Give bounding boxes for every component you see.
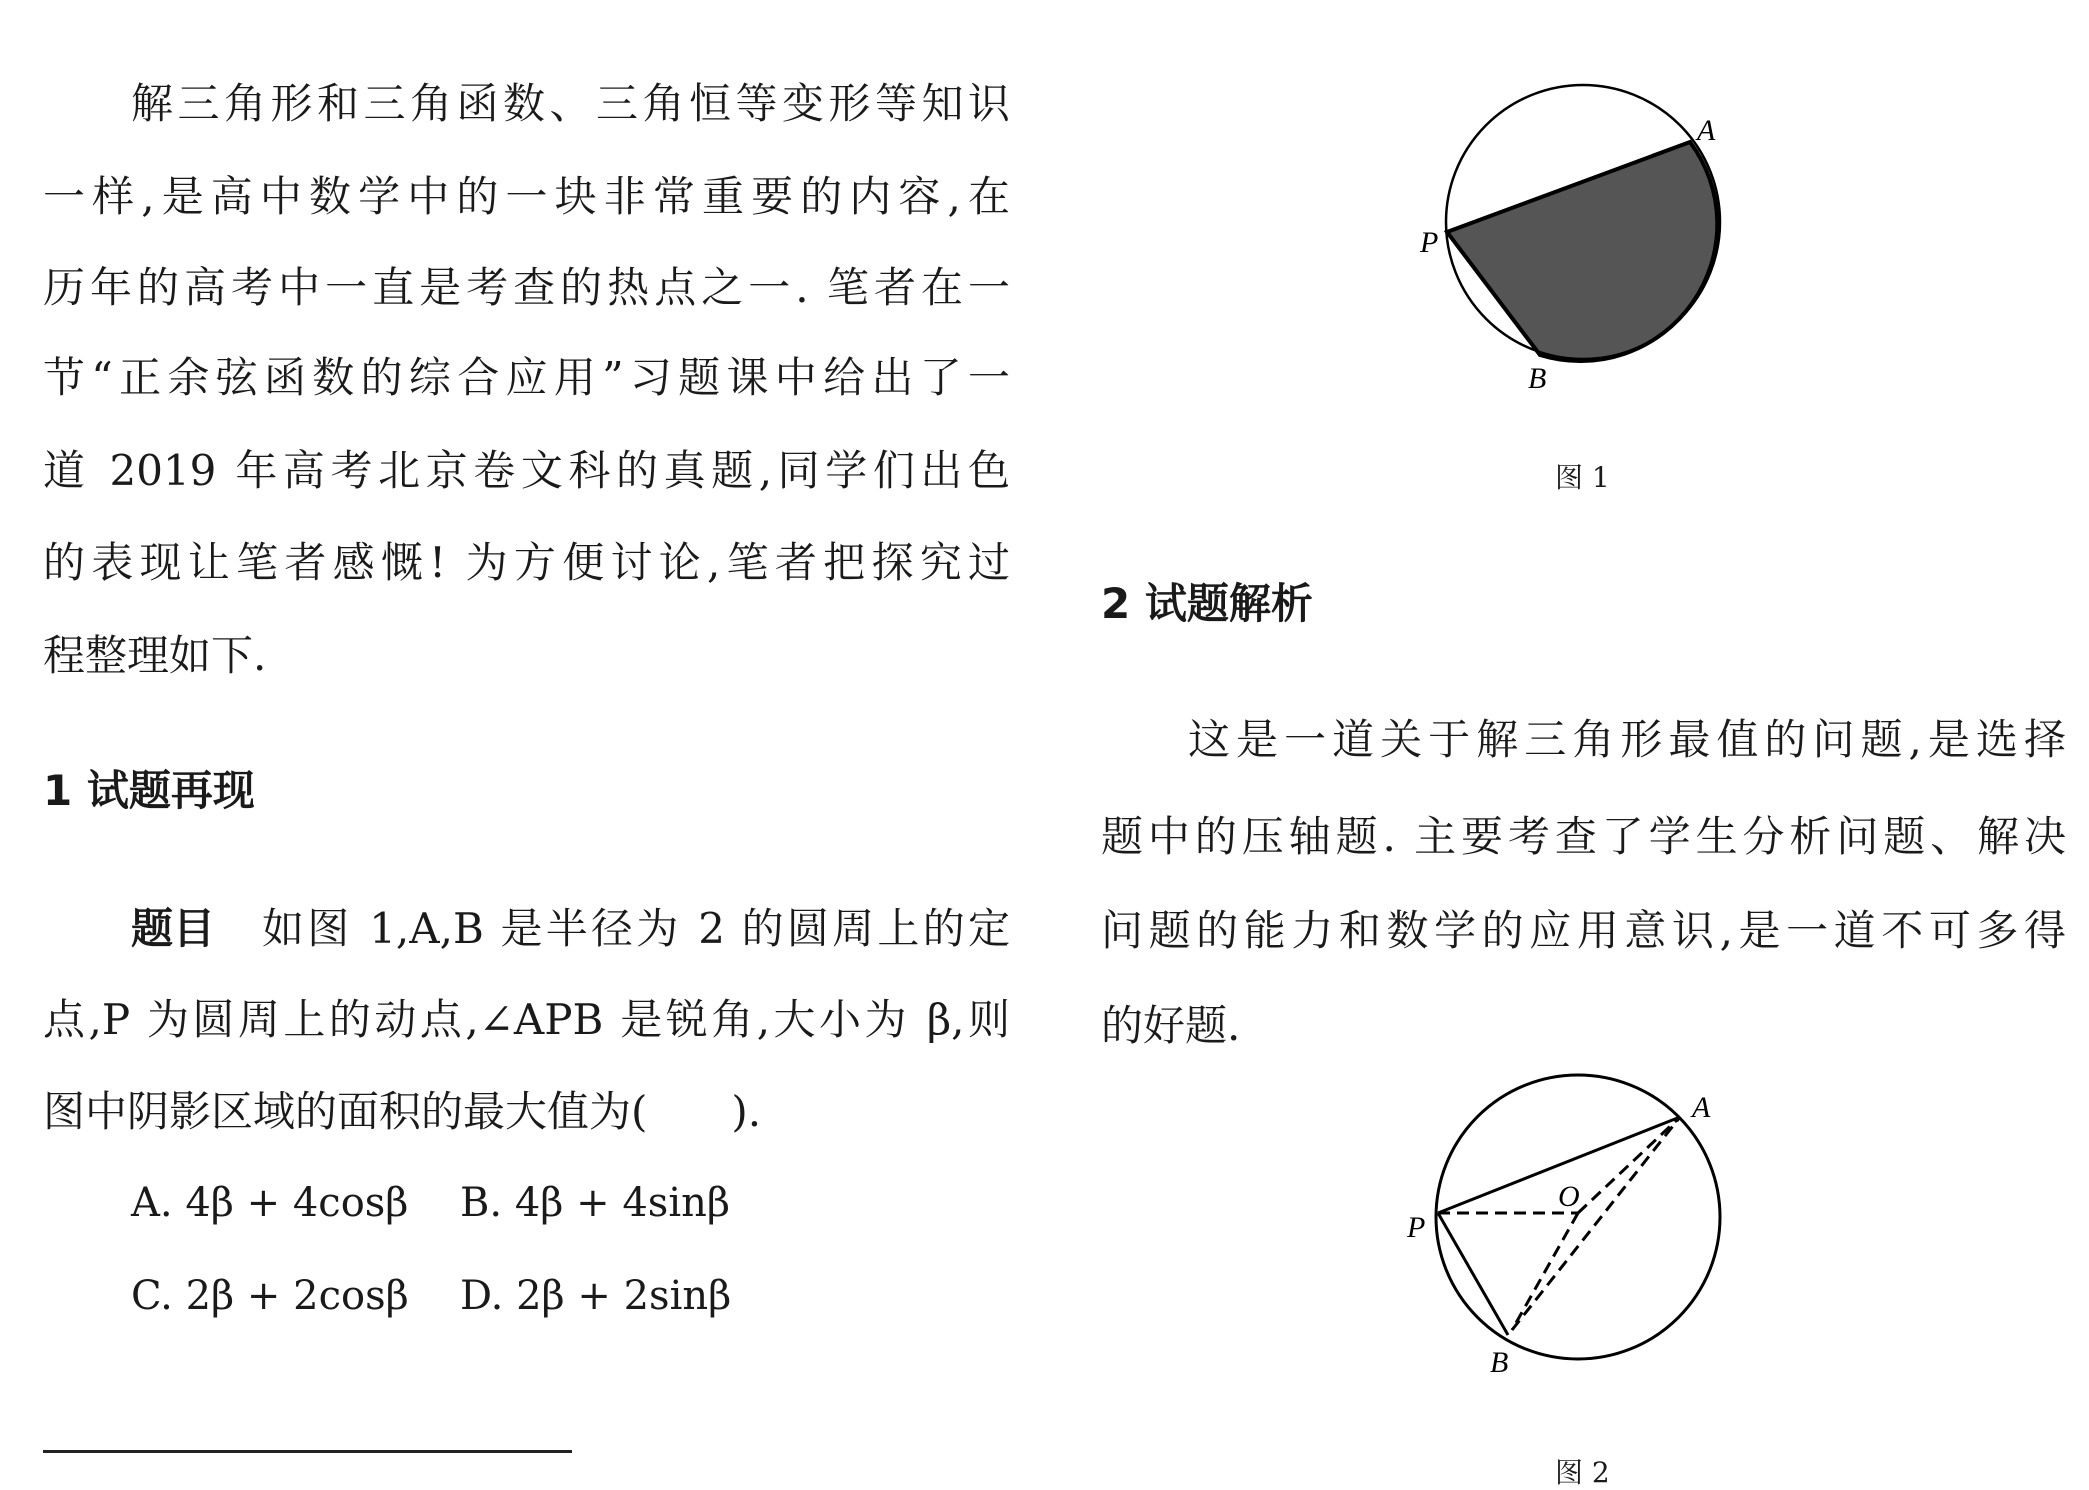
option-d: D. 2β + 2sinβ [460, 1273, 732, 1319]
analysis-line: 问题的能力和数学的应用意识,是一道不可多得 [1101, 906, 2066, 955]
figure-2 [1436, 1075, 1720, 1359]
label-b: B [1490, 1346, 1509, 1379]
figure1-caption: 图 1 [1555, 461, 1610, 494]
problem-line: 点,P 为圆周上的动点,∠APB 是锐角,大小为 β,则 [43, 995, 1010, 1044]
intro-line: 一样,是高中数学中的一块非常重要的内容,在 [43, 172, 1010, 221]
dashed-lines [1438, 1117, 1680, 1330]
analysis-line: 题中的压轴题. 主要考查了学生分析问题、解决 [1101, 812, 2066, 861]
label-o: O [1558, 1180, 1580, 1213]
intro-line: 解三角形和三角函数、三角恒等变形等知识 [131, 79, 1010, 128]
intro-line: 道 2019 年高考北京卷文科的真题,同学们出色 [43, 446, 1010, 495]
analysis-line: 这是一道关于解三角形最值的问题,是选择 [1188, 715, 2066, 764]
label-a: A [1697, 114, 1716, 147]
option-a: A. 4β + 4cosβ [131, 1180, 409, 1226]
label-p: P [1407, 1211, 1426, 1244]
figure-1 [1419, 85, 1720, 395]
figure2-caption: 图 2 [1555, 1456, 1610, 1489]
section1-heading: 1 试题再现 [43, 766, 255, 815]
label-p: P [1420, 226, 1439, 259]
section2-heading: 2 试题解析 [1101, 579, 1313, 628]
option-c: C. 2β + 2cosβ [131, 1273, 409, 1319]
option-b: B. 4β + 4sinβ [460, 1180, 730, 1226]
label-b: B [1528, 362, 1547, 395]
intro-line: 程整理如下. [43, 631, 267, 680]
intro-line: 节“正余弦函数的综合应用”习题课中给出了一 [43, 353, 1010, 402]
problem-line: 图中阴影区域的面积的最大值为( ). [43, 1087, 762, 1136]
label-a: A [1692, 1091, 1711, 1124]
intro-line: 历年的高考中一直是考查的热点之一. 笔者在一 [43, 263, 1010, 312]
analysis-line: 的好题. [1101, 1001, 1241, 1050]
problem-label: 题目 [131, 904, 216, 953]
problem-line: 如图 1,A,B 是半径为 2 的圆周上的定 [262, 904, 1010, 953]
intro-line: 的表现让笔者感慨! 为方便讨论,笔者把探究过 [43, 538, 1010, 587]
shaded-region [1447, 142, 1717, 361]
